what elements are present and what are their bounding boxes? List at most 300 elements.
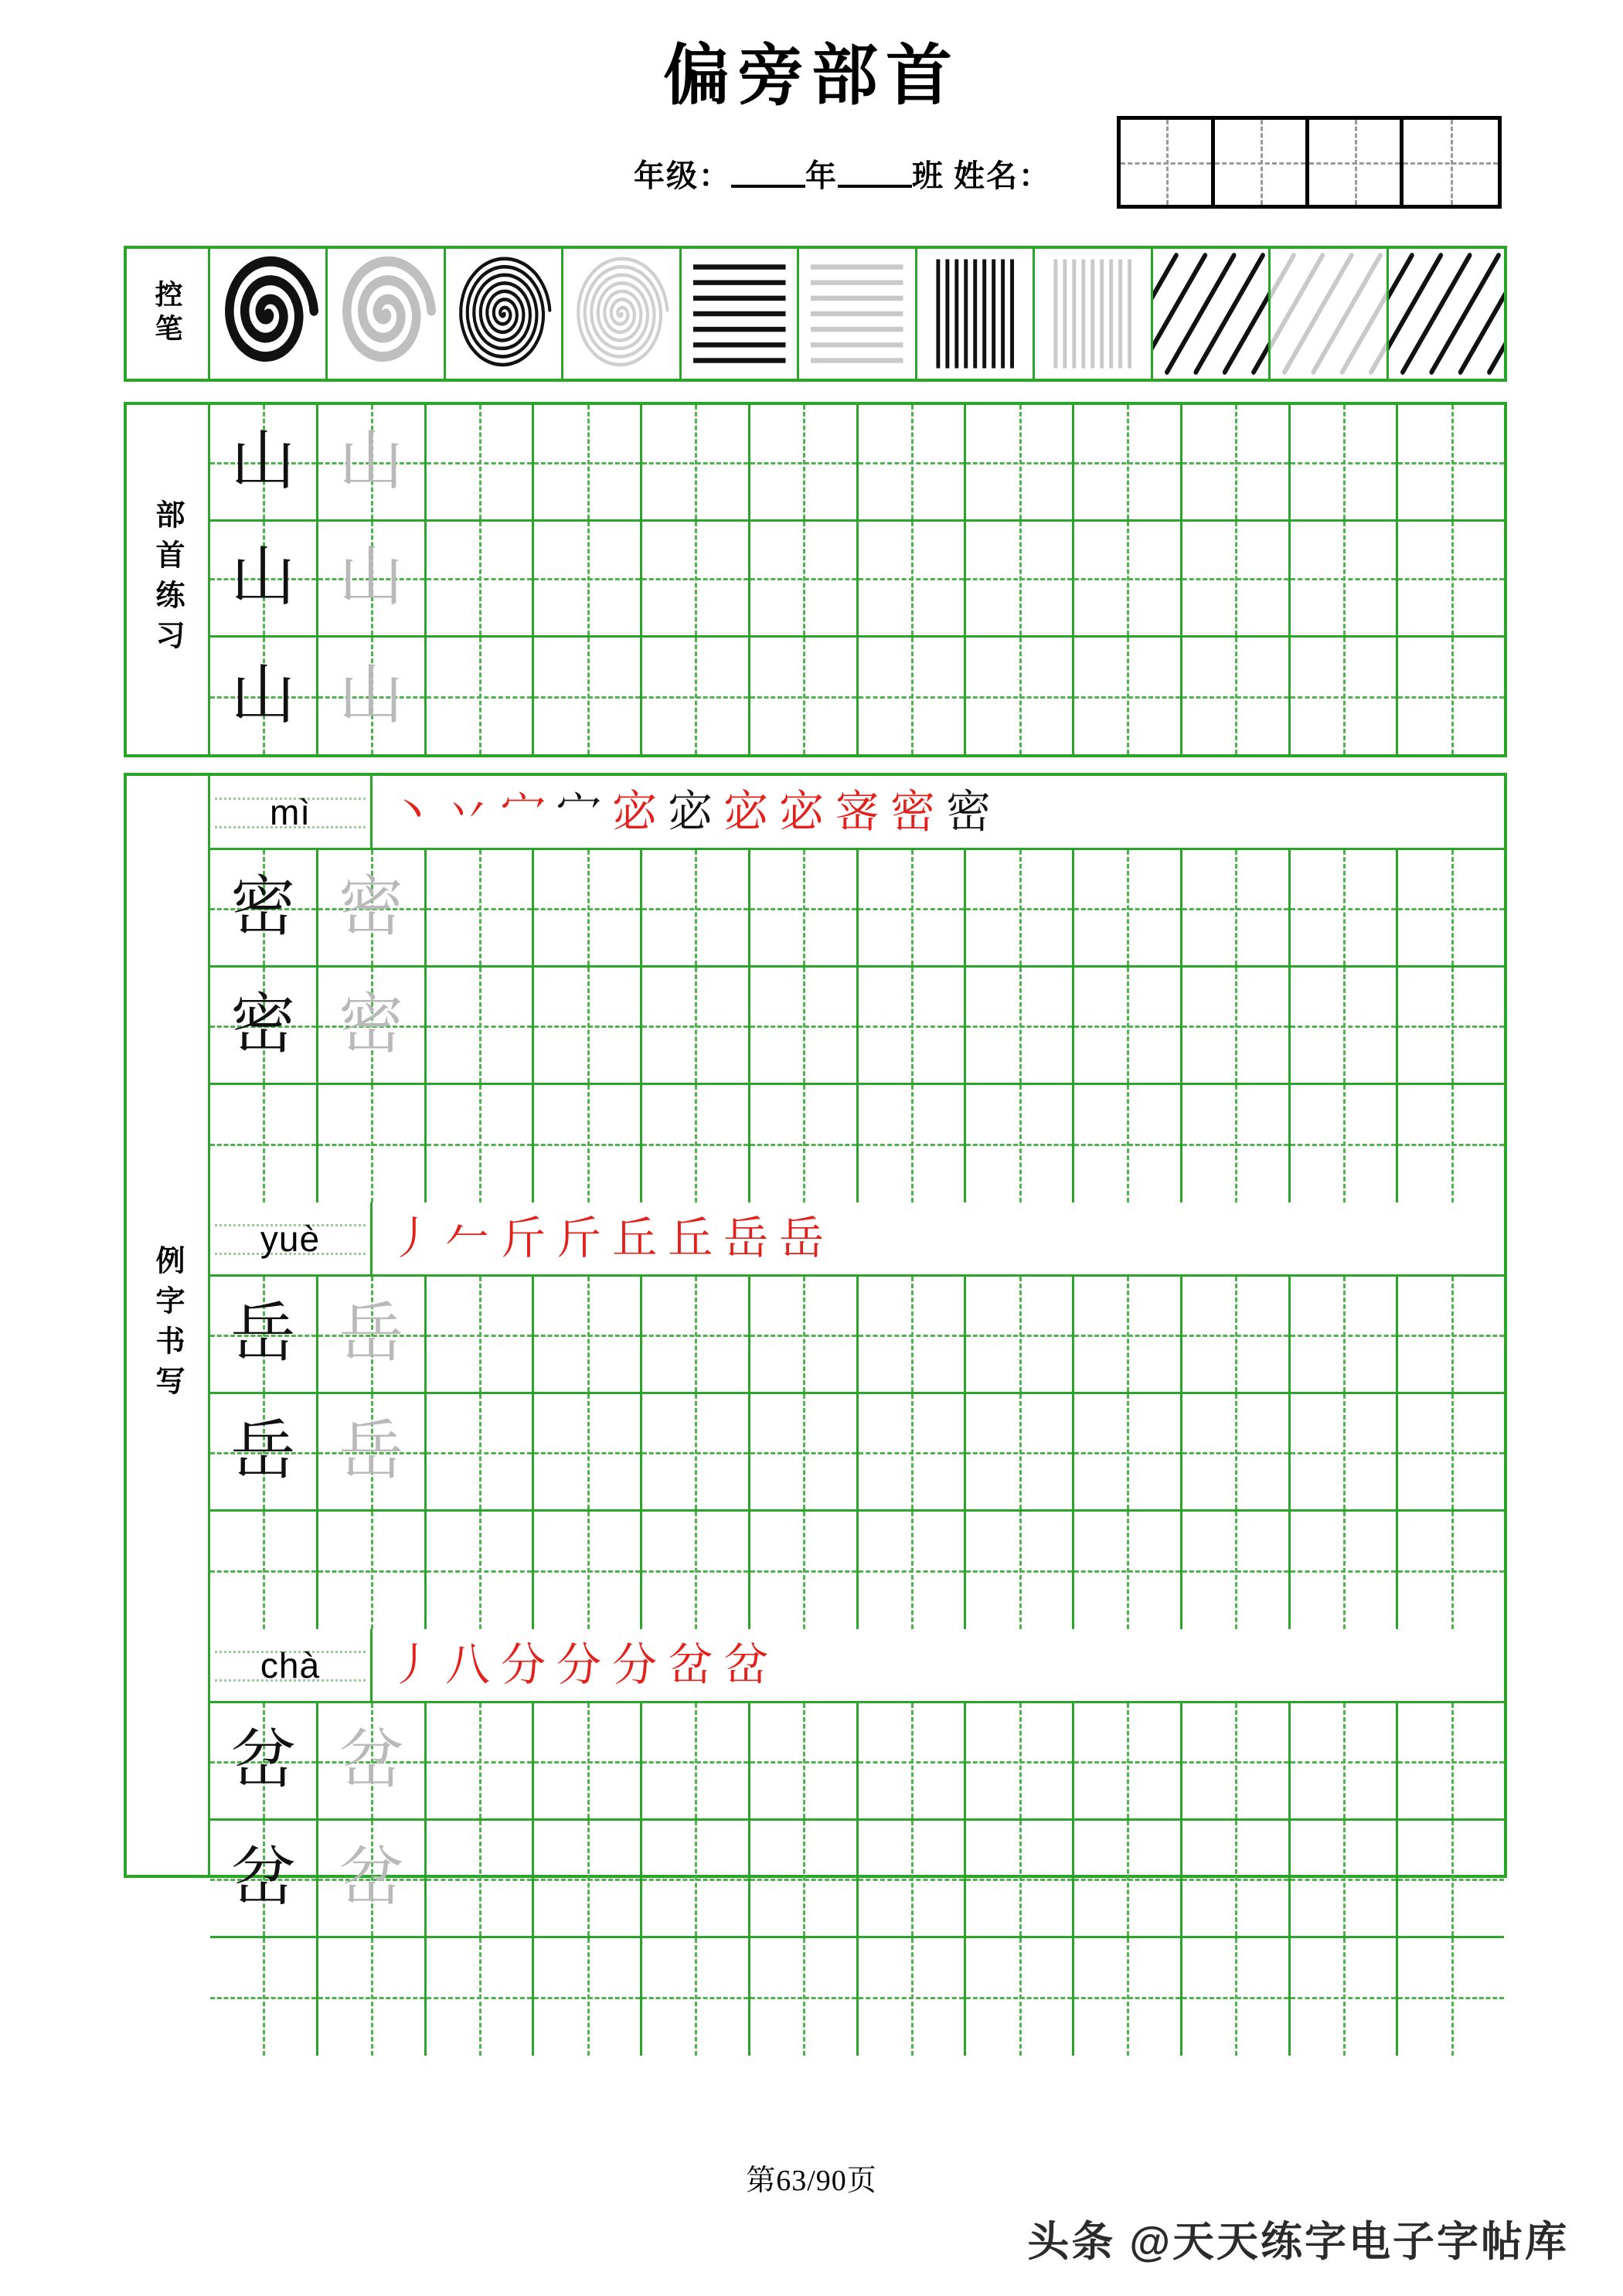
pen-control-cell-diagonal-lines-dark[interactable] xyxy=(1153,249,1271,379)
character-practice-row xyxy=(210,1703,1504,1821)
grid-cell[interactable] xyxy=(1291,1821,1399,1936)
grid-cell[interactable] xyxy=(642,968,750,1083)
grid-cell[interactable] xyxy=(318,1394,427,1509)
grid-cell[interactable] xyxy=(427,1512,535,1629)
diagonal-lines-dark xyxy=(1153,249,1268,379)
grid-cell[interactable] xyxy=(1074,1821,1182,1936)
grid-cell[interactable] xyxy=(1291,1394,1399,1509)
grid-cell[interactable] xyxy=(750,1394,859,1509)
grid-cell[interactable] xyxy=(1182,1938,1291,2056)
grid-cell[interactable] xyxy=(534,1821,642,1936)
trace-character: 岳 xyxy=(339,1415,404,1488)
pen-control-cell-diagonal-lines-dark-2[interactable] xyxy=(1389,249,1504,379)
grid-cell[interactable] xyxy=(750,1512,859,1629)
model-character: 岔 xyxy=(230,1842,296,1914)
stroke-order-step: 𠂉 xyxy=(445,1213,491,1264)
grid-cell[interactable] xyxy=(427,1821,535,1936)
cell-horizontal-guide xyxy=(966,1761,1072,1764)
stroke-order-step: 岔 xyxy=(668,1639,713,1690)
cell-horizontal-guide xyxy=(1291,1997,1397,1999)
cell-horizontal-guide xyxy=(750,462,856,464)
grid-cell[interactable] xyxy=(1074,1512,1182,1629)
grid-cell[interactable] xyxy=(1074,1703,1182,1818)
cell-horizontal-guide xyxy=(1074,1452,1180,1454)
character-practice-rows xyxy=(210,850,1504,1202)
pen-control-label xyxy=(127,249,210,379)
cell-horizontal-guide xyxy=(966,908,1072,910)
grid-cell[interactable] xyxy=(1398,1277,1504,1392)
cell-horizontal-guide xyxy=(1074,908,1180,910)
cell-horizontal-guide xyxy=(1074,462,1180,464)
grid-cell[interactable] xyxy=(534,1938,642,2056)
cell-horizontal-guide xyxy=(642,462,748,464)
cell-horizontal-guide xyxy=(1291,696,1397,699)
stroke-order-step: 丘 xyxy=(612,1213,658,1264)
cell-horizontal-guide xyxy=(1182,908,1288,910)
pen-control-cell-spiral-thin-light[interactable] xyxy=(563,249,681,379)
grid-cell[interactable] xyxy=(1074,1938,1182,2056)
pinyin-text: mì xyxy=(269,791,311,832)
grid-cell[interactable] xyxy=(859,522,967,636)
stroke-order-sequence xyxy=(373,1202,1504,1274)
grid-cell[interactable] xyxy=(1182,1085,1291,1202)
grid-cell[interactable] xyxy=(1291,1938,1399,2056)
grid-cell[interactable] xyxy=(966,1821,1074,1936)
grid-cell[interactable] xyxy=(210,968,318,1083)
grid-cell[interactable] xyxy=(318,1821,427,1936)
cell-horizontal-guide xyxy=(966,1879,1072,1881)
grid-cell[interactable] xyxy=(642,638,750,754)
grid-cell[interactable] xyxy=(534,522,642,636)
cell-horizontal-guide xyxy=(534,696,640,699)
grid-cell[interactable] xyxy=(318,968,427,1083)
radical-practice-section xyxy=(124,402,1507,757)
grid-cell[interactable] xyxy=(318,1085,427,1202)
grid-cell[interactable] xyxy=(1291,1277,1399,1392)
grid-cell[interactable] xyxy=(210,1512,318,1629)
character-practice-row xyxy=(210,1821,1504,1938)
grid-cell[interactable] xyxy=(750,405,859,519)
pen-control-cell-vertical-lines-light[interactable] xyxy=(1035,249,1152,379)
grid-cell[interactable] xyxy=(1398,1512,1504,1629)
stroke-order-step: 斤 xyxy=(556,1213,602,1264)
grid-cell[interactable] xyxy=(642,850,750,965)
grade-blank[interactable] xyxy=(731,185,805,188)
example-writing-blocks xyxy=(210,776,1504,1914)
cell-horizontal-guide xyxy=(427,1761,532,1764)
grid-cell[interactable] xyxy=(642,405,750,519)
grid-cell[interactable] xyxy=(859,1394,967,1509)
grid-cell[interactable] xyxy=(750,1085,859,1202)
grid-cell[interactable] xyxy=(210,1394,318,1509)
stroke-order-step: 丷 xyxy=(445,786,491,837)
name-grid-cell[interactable] xyxy=(1121,120,1215,205)
cell-horizontal-guide xyxy=(1398,1997,1504,1999)
cell-horizontal-guide xyxy=(1291,1879,1397,1881)
grid-cell[interactable] xyxy=(427,850,535,965)
grid-cell[interactable] xyxy=(1398,1085,1504,1202)
grid-cell[interactable] xyxy=(210,405,318,519)
grid-cell[interactable] xyxy=(1398,1394,1504,1509)
pinyin-stroke-row xyxy=(210,1202,1504,1277)
trace-character: 岔 xyxy=(339,1724,404,1797)
grid-cell[interactable] xyxy=(427,1085,535,1202)
cell-horizontal-guide xyxy=(642,1570,748,1573)
grid-cell[interactable] xyxy=(1182,1394,1291,1509)
cell-horizontal-guide xyxy=(642,1026,748,1028)
radical-practice-row xyxy=(210,405,1504,522)
grid-cell[interactable] xyxy=(427,1938,535,2056)
spiral-thick-dark xyxy=(210,249,325,379)
stroke-order-step: 宓 xyxy=(612,786,658,837)
pinyin-box xyxy=(210,1202,373,1274)
grid-cell[interactable] xyxy=(966,1512,1074,1629)
stroke-order-sequence xyxy=(373,1629,1504,1701)
cell-horizontal-guide xyxy=(1182,1570,1288,1573)
cell-horizontal-guide xyxy=(750,578,856,580)
grid-cell[interactable] xyxy=(1182,522,1291,636)
trace-character: 密 xyxy=(339,988,404,1061)
cell-horizontal-guide xyxy=(427,1879,532,1881)
model-character: 密 xyxy=(230,988,296,1061)
grid-cell[interactable] xyxy=(534,405,642,519)
grid-cell[interactable] xyxy=(1182,1277,1291,1392)
cell-horizontal-guide xyxy=(1182,1761,1288,1764)
horizontal-lines-light xyxy=(799,249,914,379)
cell-horizontal-guide xyxy=(1398,1026,1504,1028)
grid-cell[interactable] xyxy=(1074,405,1182,519)
grid-cell[interactable] xyxy=(534,968,642,1083)
radical-practice-label-text: 部首练习 xyxy=(151,499,183,660)
grid-cell[interactable] xyxy=(210,1277,318,1392)
page-number: 第63/90页 xyxy=(746,2165,877,2197)
watermark: 头条 @天天练字电子字帖库 xyxy=(1027,2219,1569,2265)
diagonal-lines-dark-2 xyxy=(1389,249,1504,379)
cell-horizontal-guide xyxy=(859,578,965,580)
grid-cell[interactable] xyxy=(210,1085,318,1202)
grid-cell[interactable] xyxy=(750,638,859,754)
grid-cell[interactable] xyxy=(1398,1938,1504,2056)
cell-horizontal-guide xyxy=(859,908,965,910)
grid-cell[interactable] xyxy=(318,638,427,754)
cell-horizontal-guide xyxy=(427,1452,532,1454)
cell-horizontal-guide xyxy=(534,1335,640,1337)
grid-cell[interactable] xyxy=(642,1512,750,1629)
cell-horizontal-guide xyxy=(1074,1335,1180,1337)
grid-cell[interactable] xyxy=(642,1703,750,1818)
grid-cell[interactable] xyxy=(1291,1085,1399,1202)
grid-cell[interactable] xyxy=(859,968,967,1083)
cell-horizontal-guide xyxy=(750,1761,856,1764)
cell-horizontal-guide xyxy=(1074,1570,1180,1573)
grid-cell[interactable] xyxy=(750,1938,859,2056)
cell-horizontal-guide xyxy=(210,1144,316,1146)
grid-cell[interactable] xyxy=(1074,638,1182,754)
grid-cell[interactable] xyxy=(966,405,1074,519)
grid-cell[interactable] xyxy=(427,638,535,754)
grid-cell[interactable] xyxy=(318,1277,427,1392)
name-label: 姓名： xyxy=(954,158,1051,193)
pen-control-label-text: 控笔 xyxy=(151,280,182,348)
grid-cell[interactable] xyxy=(1398,522,1504,636)
cell-horizontal-guide xyxy=(859,1335,965,1337)
stroke-order-step: 丿 xyxy=(390,1639,435,1690)
grid-cell[interactable] xyxy=(859,638,967,754)
grid-cell[interactable] xyxy=(1398,405,1504,519)
cell-horizontal-guide xyxy=(1182,462,1288,464)
example-writing-label xyxy=(127,776,210,1875)
grid-cell[interactable] xyxy=(1182,405,1291,519)
grid-cell[interactable] xyxy=(427,1277,535,1392)
stroke-order-step: 密 xyxy=(890,786,936,837)
cell-horizontal-guide xyxy=(1182,1144,1288,1146)
character-practice-row xyxy=(210,850,1504,968)
grid-cell[interactable] xyxy=(1074,850,1182,965)
character-practice-row xyxy=(210,1512,1504,1629)
grid-cell[interactable] xyxy=(1182,638,1291,754)
grid-cell[interactable] xyxy=(966,850,1074,965)
stroke-order-step: 密 xyxy=(946,786,992,837)
grid-cell[interactable] xyxy=(859,1085,967,1202)
stroke-order-step: 丿 xyxy=(390,1213,435,1264)
trace-character: 山 xyxy=(339,542,404,614)
grid-cell[interactable] xyxy=(1398,1703,1504,1818)
stroke-order-step: 斤 xyxy=(501,1213,546,1264)
grid-cell[interactable] xyxy=(210,1821,318,1936)
grid-cell[interactable] xyxy=(750,1277,859,1392)
pen-control-cell-horizontal-lines-dark[interactable] xyxy=(682,249,799,379)
cell-horizontal-guide xyxy=(534,908,640,910)
stroke-order-step: 宀 xyxy=(501,786,546,837)
grid-cell[interactable] xyxy=(427,1703,535,1818)
cell-horizontal-guide xyxy=(1291,578,1397,580)
cell-horizontal-guide xyxy=(1291,1452,1397,1454)
grid-cell[interactable] xyxy=(859,405,967,519)
cell-horizontal-guide xyxy=(1182,696,1288,699)
grid-cell[interactable] xyxy=(859,1512,967,1629)
grid-cell[interactable] xyxy=(1182,1821,1291,1936)
radical-practice-row xyxy=(210,522,1504,638)
grid-cell[interactable] xyxy=(642,1938,750,2056)
grid-cell[interactable] xyxy=(534,1703,642,1818)
grid-cell[interactable] xyxy=(1182,850,1291,965)
cell-horizontal-guide xyxy=(1291,908,1397,910)
grid-cell[interactable] xyxy=(642,522,750,636)
cell-horizontal-guide xyxy=(750,1144,856,1146)
grid-cell[interactable] xyxy=(318,1703,427,1818)
grid-cell[interactable] xyxy=(427,405,535,519)
grid-cell[interactable] xyxy=(534,1277,642,1392)
year-label: 年 xyxy=(805,158,838,193)
cell-horizontal-guide xyxy=(1398,1570,1504,1573)
grid-cell[interactable] xyxy=(642,1821,750,1936)
name-grid[interactable] xyxy=(1117,116,1502,209)
cell-horizontal-guide xyxy=(210,1997,316,1999)
cell-horizontal-guide xyxy=(966,1997,1072,1999)
example-writing-label-text: 例字书写 xyxy=(151,1245,183,1406)
grid-cell[interactable] xyxy=(1074,522,1182,636)
cell-horizontal-guide xyxy=(859,462,965,464)
pinyin-box xyxy=(210,776,373,848)
cell-horizontal-guide xyxy=(966,1452,1072,1454)
grid-cell[interactable] xyxy=(210,850,318,965)
grid-cell[interactable] xyxy=(210,638,318,754)
grid-cell[interactable] xyxy=(642,1394,750,1509)
grid-cell[interactable] xyxy=(859,850,967,965)
cell-horizontal-guide xyxy=(642,1997,748,1999)
grid-cell[interactable] xyxy=(966,638,1074,754)
cell-horizontal-guide xyxy=(1398,1761,1504,1764)
cell-horizontal-guide xyxy=(642,1452,748,1454)
grid-cell[interactable] xyxy=(750,850,859,965)
grid-cell[interactable] xyxy=(1291,1703,1399,1818)
grid-cell[interactable] xyxy=(427,1394,535,1509)
name-grid-cell[interactable] xyxy=(1309,120,1404,205)
grid-cell[interactable] xyxy=(534,1085,642,1202)
pen-control-cell-spiral-thin-dark[interactable] xyxy=(446,249,563,379)
name-grid-cell[interactable] xyxy=(1215,120,1309,205)
stroke-order-step: 岔 xyxy=(723,1639,769,1690)
model-character: 密 xyxy=(230,871,296,944)
grid-cell[interactable] xyxy=(966,1394,1074,1509)
grid-cell[interactable] xyxy=(859,1277,967,1392)
grid-cell[interactable] xyxy=(1398,968,1504,1083)
stroke-order-step: 宀 xyxy=(556,786,602,837)
cell-horizontal-guide xyxy=(1074,1026,1180,1028)
pen-control-cell-vertical-lines-dark[interactable] xyxy=(917,249,1035,379)
cell-horizontal-guide xyxy=(1291,1570,1397,1573)
grid-cell[interactable] xyxy=(534,638,642,754)
grid-cell[interactable] xyxy=(210,1703,318,1818)
cell-horizontal-guide xyxy=(427,1144,532,1146)
grid-cell[interactable] xyxy=(534,1512,642,1629)
cell-horizontal-guide xyxy=(1291,1144,1397,1146)
grid-cell[interactable] xyxy=(1182,1512,1291,1629)
grid-cell[interactable] xyxy=(750,522,859,636)
cell-horizontal-guide xyxy=(534,578,640,580)
grid-cell[interactable] xyxy=(1182,1703,1291,1818)
trace-character: 岔 xyxy=(339,1842,404,1914)
grid-cell[interactable] xyxy=(210,1938,318,2056)
grid-cell[interactable] xyxy=(427,968,535,1083)
grid-cell[interactable] xyxy=(318,1512,427,1629)
grid-cell[interactable] xyxy=(1291,638,1399,754)
cell-horizontal-guide xyxy=(1291,1761,1397,1764)
cell-horizontal-guide xyxy=(427,1026,532,1028)
grid-cell[interactable] xyxy=(1398,850,1504,965)
grid-cell[interactable] xyxy=(1291,968,1399,1083)
grid-cell[interactable] xyxy=(966,968,1074,1083)
radical-practice-label xyxy=(127,405,210,754)
pinyin-text: yuè xyxy=(260,1218,321,1259)
grid-cell[interactable] xyxy=(1398,1821,1504,1936)
cell-horizontal-guide xyxy=(534,1570,640,1573)
stroke-order-step: 丘 xyxy=(668,1213,713,1264)
cell-horizontal-guide xyxy=(750,1997,856,1999)
cell-horizontal-guide xyxy=(642,1144,748,1146)
pen-control-cell-spiral-thick-dark[interactable] xyxy=(210,249,328,379)
grid-cell[interactable] xyxy=(427,522,535,636)
grid-cell[interactable] xyxy=(1074,1085,1182,1202)
model-character: 山 xyxy=(230,542,296,614)
stroke-order-step: 宓 xyxy=(779,786,825,837)
grid-cell[interactable] xyxy=(534,1394,642,1509)
grid-cell[interactable] xyxy=(1074,1277,1182,1392)
character-practice-rows xyxy=(210,1703,1504,2056)
grid-cell[interactable] xyxy=(966,1085,1074,1202)
grid-cell[interactable] xyxy=(1291,850,1399,965)
cell-horizontal-guide xyxy=(318,1570,424,1573)
grid-cell[interactable] xyxy=(1291,1512,1399,1629)
cell-horizontal-guide xyxy=(534,1761,640,1764)
cell-horizontal-guide xyxy=(534,1452,640,1454)
cell-horizontal-guide xyxy=(1398,1879,1504,1881)
grid-cell[interactable] xyxy=(1291,522,1399,636)
stroke-order-step: 宓 xyxy=(668,786,713,837)
cell-horizontal-guide xyxy=(1291,1335,1397,1337)
grid-cell[interactable] xyxy=(1074,968,1182,1083)
model-character: 山 xyxy=(230,425,296,498)
grid-cell[interactable] xyxy=(750,1703,859,1818)
grid-cell[interactable] xyxy=(966,1938,1074,2056)
grid-cell[interactable] xyxy=(966,1703,1074,1818)
grid-cell[interactable] xyxy=(966,1277,1074,1392)
grid-cell[interactable] xyxy=(1291,405,1399,519)
cell-horizontal-guide xyxy=(1074,578,1180,580)
pen-control-cell-diagonal-lines-light[interactable] xyxy=(1271,249,1388,379)
grid-cell[interactable] xyxy=(534,850,642,965)
cell-horizontal-guide xyxy=(642,1761,748,1764)
grid-cell[interactable] xyxy=(642,1277,750,1392)
class-label: 班 xyxy=(912,158,944,193)
cell-horizontal-guide xyxy=(859,1144,965,1146)
stroke-order-step: 岳 xyxy=(723,1213,769,1264)
class-blank[interactable] xyxy=(838,185,912,188)
grid-cell[interactable] xyxy=(318,522,427,636)
cell-horizontal-guide xyxy=(859,1026,965,1028)
cell-horizontal-guide xyxy=(750,1570,856,1573)
cell-horizontal-guide xyxy=(1074,1144,1180,1146)
pen-control-cell-horizontal-lines-light[interactable] xyxy=(799,249,917,379)
pen-control-pattern-row xyxy=(210,249,1504,379)
grid-cell[interactable] xyxy=(1398,638,1504,754)
grid-cell[interactable] xyxy=(859,1821,967,1936)
pen-control-section xyxy=(124,246,1507,382)
cell-horizontal-guide xyxy=(1398,1335,1504,1337)
grid-cell[interactable] xyxy=(859,1703,967,1818)
grid-cell[interactable] xyxy=(318,1938,427,2056)
grid-cell[interactable] xyxy=(318,405,427,519)
name-grid-cell[interactable] xyxy=(1404,120,1498,205)
cell-horizontal-guide xyxy=(642,908,748,910)
grid-cell[interactable] xyxy=(859,1938,967,2056)
pen-control-cell-spiral-thick-light[interactable] xyxy=(328,249,445,379)
cell-horizontal-guide xyxy=(1291,1026,1397,1028)
spiral-thin-dark xyxy=(446,249,561,379)
grid-cell[interactable] xyxy=(318,850,427,965)
grid-cell[interactable] xyxy=(1182,968,1291,1083)
example-block-密 xyxy=(210,776,1504,1202)
cell-horizontal-guide xyxy=(750,1026,856,1028)
grid-cell[interactable] xyxy=(966,522,1074,636)
example-block-岔 xyxy=(210,1629,1504,2056)
cell-horizontal-guide xyxy=(1074,1879,1180,1881)
grid-cell[interactable] xyxy=(642,1085,750,1202)
grid-cell[interactable] xyxy=(750,968,859,1083)
grid-cell[interactable] xyxy=(210,522,318,636)
grid-cell[interactable] xyxy=(750,1821,859,1936)
grid-cell[interactable] xyxy=(1074,1394,1182,1509)
